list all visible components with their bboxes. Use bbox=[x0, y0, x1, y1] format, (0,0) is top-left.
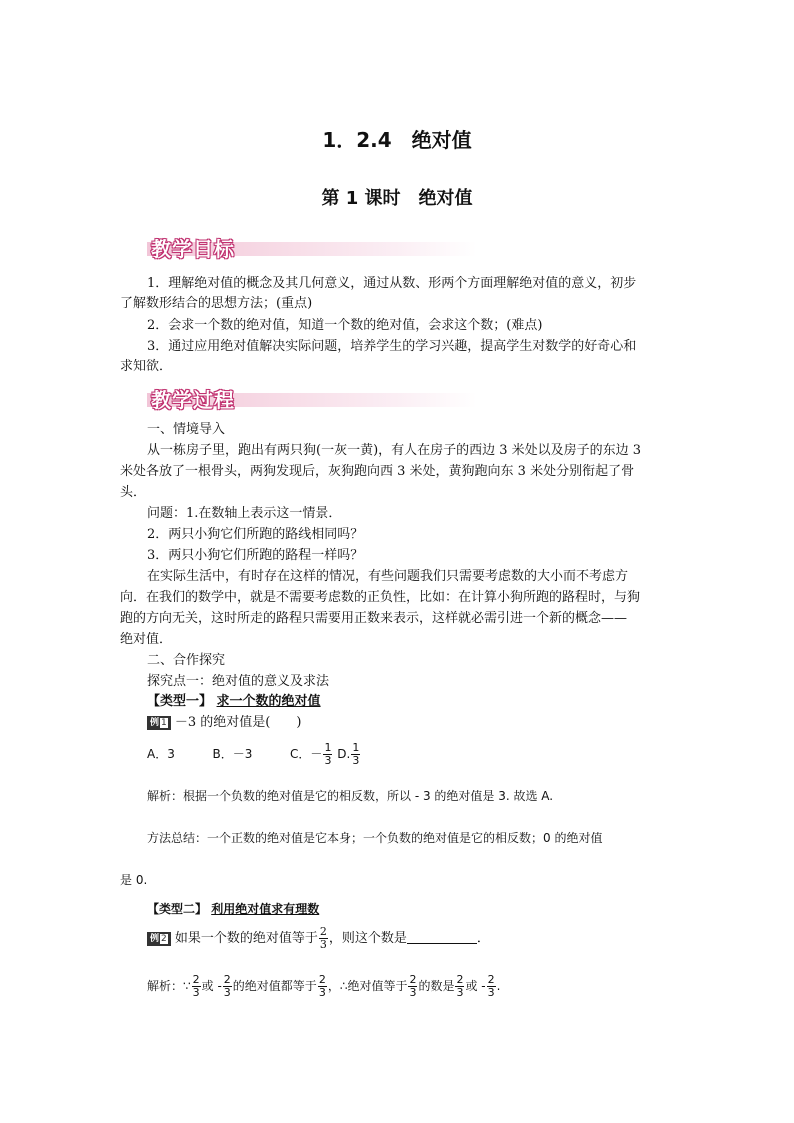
part2-heading: 二、合作探究 bbox=[147, 653, 226, 668]
example-1-options bbox=[147, 738, 677, 770]
example-1-badge: 例 1 bbox=[147, 716, 171, 730]
page-title: 1．2.4 绝对值 bbox=[322, 128, 472, 152]
explain-line-4: 绝对值． bbox=[120, 632, 173, 647]
fraction-two-thirds: $\frac{2}{3}$ bbox=[318, 973, 326, 999]
goal-1-line-2: 了解数形结合的思想方法；(重点) bbox=[120, 296, 313, 311]
type-2-label: 【类型二】 bbox=[147, 902, 208, 916]
explain-line-1: 在实际生活中，有时存在这样的情况，有些问题我们只需要考虑数的大小而不考虑方 bbox=[147, 569, 629, 584]
goal-2: 2．会求一个数的绝对值，知道一个数的绝对值，会求这个数；(难点) bbox=[147, 318, 543, 333]
story-line-2: 米处各放了一根骨头，两狗发现后，灰狗跑向西 3 米处，黄狗跑向东 3 米处分别衔起了骨 bbox=[120, 464, 635, 479]
question-3: 3．两只小狗它们所跑的路程一样吗？ bbox=[147, 548, 364, 563]
type-1-heading bbox=[147, 692, 677, 712]
goal-3-line-1: 3．通过应用绝对值解决实际问题，培养学生的学习兴趣，提高学生对数学的好奇心和 bbox=[147, 339, 637, 354]
option-b: B．－3 bbox=[212, 747, 253, 761]
story-line-1: 从一栋房子里，跑出有两只狗(一灰一黄)，有人在房子的西边 3 米处以及房子的东边 3 bbox=[147, 443, 642, 458]
story-line-3: 头． bbox=[120, 485, 147, 500]
example-2-question-end: ． bbox=[476, 931, 490, 946]
fraction-two-thirds: $\frac{2}{3}$ bbox=[456, 973, 464, 999]
type-1-label: 【类型一】 bbox=[147, 694, 213, 709]
teaching-goals-banner: 教学目标 bbox=[147, 234, 477, 264]
example-1 bbox=[147, 713, 677, 733]
explain-line-3: 跑的方向无关，这时所走的路程只需要用正数来表示，这样就必需引进一个新的概念—— bbox=[120, 611, 628, 626]
goal-1-line-1: 1．理解绝对值的概念及其几何意义，通过从数、形两个方面理解绝对值的意义，初步 bbox=[147, 276, 637, 291]
example-1-question: －3 的绝对值是( ) bbox=[174, 715, 302, 730]
fraction-two-thirds: $\frac{2}{3}$ bbox=[192, 973, 200, 999]
teaching-process-banner: 教学过程 bbox=[147, 385, 477, 415]
method-summary-line-2: 是 0. bbox=[120, 873, 148, 887]
explore-point-1: 探究点一：绝对值的意义及求法 bbox=[147, 674, 330, 689]
answer-blank bbox=[407, 931, 477, 944]
question-1: 问题：1.在数轴上表示这一情景． bbox=[147, 506, 342, 521]
fraction-one-third: $\frac{1}{3}$ bbox=[324, 741, 332, 767]
option-c: C．－ bbox=[290, 747, 323, 761]
option-a: A．3 bbox=[147, 747, 175, 761]
lesson-subtitle: 第 1 课时 绝对值 bbox=[321, 188, 473, 209]
example-2-question-mid: ，则这个数是 bbox=[328, 931, 407, 946]
part1-heading: 一、情境导入 bbox=[147, 422, 226, 437]
example-2-solution: 解析：∵ $\frac{2}{3}$ 或 - $\frac{2}{3}$ 的绝对值都等于 $\frac{2}{3}$ ，∴绝对值等于 $\frac{2}{3}$ 的数是 $\frac{2}{3}$ 或 - $\frac{2}{3}$ . bbox=[147, 973, 501, 999]
example-2-question-start: 如果一个数的绝对值等于 bbox=[174, 931, 318, 946]
type-2-title: 利用绝对值求有理数 bbox=[211, 902, 320, 916]
option-d: D. bbox=[337, 747, 351, 761]
fraction-one-third: $\frac{1}{3}$ bbox=[352, 741, 360, 767]
fraction-two-thirds: $\frac{2}{3}$ bbox=[319, 925, 327, 951]
fraction-two-thirds: $\frac{2}{3}$ bbox=[409, 973, 417, 999]
type-2-heading bbox=[147, 899, 677, 919]
method-summary-line-1: 方法总结：一个正数的绝对值是它本身；一个负数的绝对值是它的相反数；0 的绝对值 bbox=[147, 831, 603, 845]
example-2-badge: 例 2 bbox=[147, 932, 171, 946]
explain-line-2: 向．在我们的数学中，就是不需要考虑数的正负性，比如：在计算小狗所跑的路程时，与狗 bbox=[120, 590, 641, 605]
goal-3-line-2: 求知欲． bbox=[120, 359, 173, 374]
example-2 bbox=[147, 924, 677, 954]
question-2: 2．两只小狗它们所跑的路线相同吗？ bbox=[147, 527, 364, 542]
example-1-solution: 解析：根据一个负数的绝对值是它的相反数，所以 - 3 的绝对值是 3. 故选 A. bbox=[147, 789, 554, 803]
fraction-two-thirds: $\frac{2}{3}$ bbox=[223, 973, 231, 999]
type-1-title: 求一个数的绝对值 bbox=[216, 694, 321, 709]
fraction-two-thirds: $\frac{2}{3}$ bbox=[487, 973, 495, 999]
